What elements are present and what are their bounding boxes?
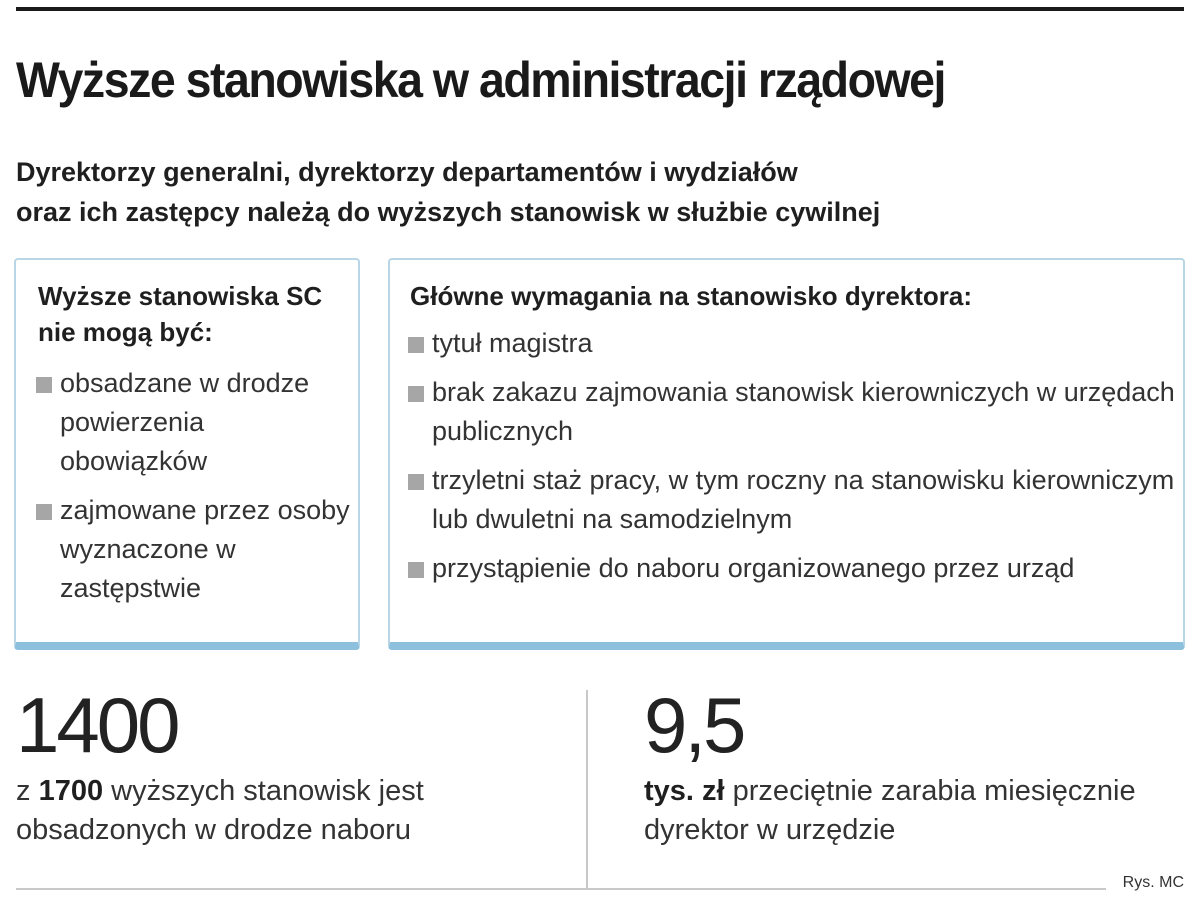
list-item-text: tytuł magistra xyxy=(432,328,593,358)
square-bullet-icon xyxy=(36,504,52,520)
stat-number: 9,5 xyxy=(644,681,744,769)
list-item xyxy=(408,324,1178,363)
restrictions-box xyxy=(14,258,360,650)
requirements-list xyxy=(408,324,1178,598)
list-item xyxy=(36,491,356,608)
list-item-text: brak zakazu zajmowania stanowisk kierowniczych w urzędach publicznych xyxy=(432,377,1175,446)
restrictions-heading: Wyższe stanowiska SC nie mogą być: xyxy=(38,281,323,347)
list-item-text: trzyletni staż pracy, w tym roczny na stanowisku kierowniczym lub dwuletni na samodzielnym xyxy=(432,465,1175,534)
stat-desc-text: przeciętnie zarabia miesięcznie dyrektor w urzędzie xyxy=(644,775,1136,846)
page-title: Wyższe stanowiska w administracji rządowej xyxy=(16,52,945,108)
list-item xyxy=(408,461,1178,539)
requirements-heading: Główne wymagania na stanowisko dyrektora: xyxy=(410,281,973,311)
list-item xyxy=(408,373,1178,451)
list-item xyxy=(408,549,1178,588)
bottom-rule xyxy=(16,888,1106,890)
stat-desc-bold: 1700 xyxy=(38,775,104,807)
subtitle-line-1: Dyrektorzy generalni, dyrektorzy departamentów i wydziałów xyxy=(16,157,798,187)
square-bullet-icon xyxy=(36,377,52,393)
square-bullet-icon xyxy=(408,386,424,402)
stat-desc-prefix: z xyxy=(16,775,39,807)
credit: Rys. MC xyxy=(1122,874,1184,891)
square-bullet-icon xyxy=(408,337,424,353)
stat-positions xyxy=(16,680,576,850)
stat-description xyxy=(16,772,576,850)
stat-salary xyxy=(644,680,1164,850)
restrictions-list xyxy=(36,364,356,618)
subtitle xyxy=(16,152,880,232)
subtitle-line-2: oraz ich zastępcy należą do wyższych stanowisk w służbie cywilnej xyxy=(16,197,881,227)
square-bullet-icon xyxy=(408,474,424,490)
list-item xyxy=(36,364,356,481)
vertical-divider xyxy=(586,690,588,890)
stat-number: 1400 xyxy=(16,681,178,769)
square-bullet-icon xyxy=(408,562,424,578)
top-rule xyxy=(16,7,1184,11)
requirements-box xyxy=(388,258,1185,650)
list-item-text: obsadzane w drodze powierzenia obowiązków xyxy=(60,368,310,476)
stat-desc-bold: tys. zł xyxy=(644,775,725,807)
stat-description xyxy=(644,772,1164,850)
stat-desc-text: wyższych stanowisk jest obsadzonych w drodze naboru xyxy=(16,775,424,846)
list-item-text: przystąpienie do naboru organizowanego przez urząd xyxy=(432,553,1075,583)
list-item-text: zajmowane przez osoby wyznaczone w zastępstwie xyxy=(60,495,350,603)
